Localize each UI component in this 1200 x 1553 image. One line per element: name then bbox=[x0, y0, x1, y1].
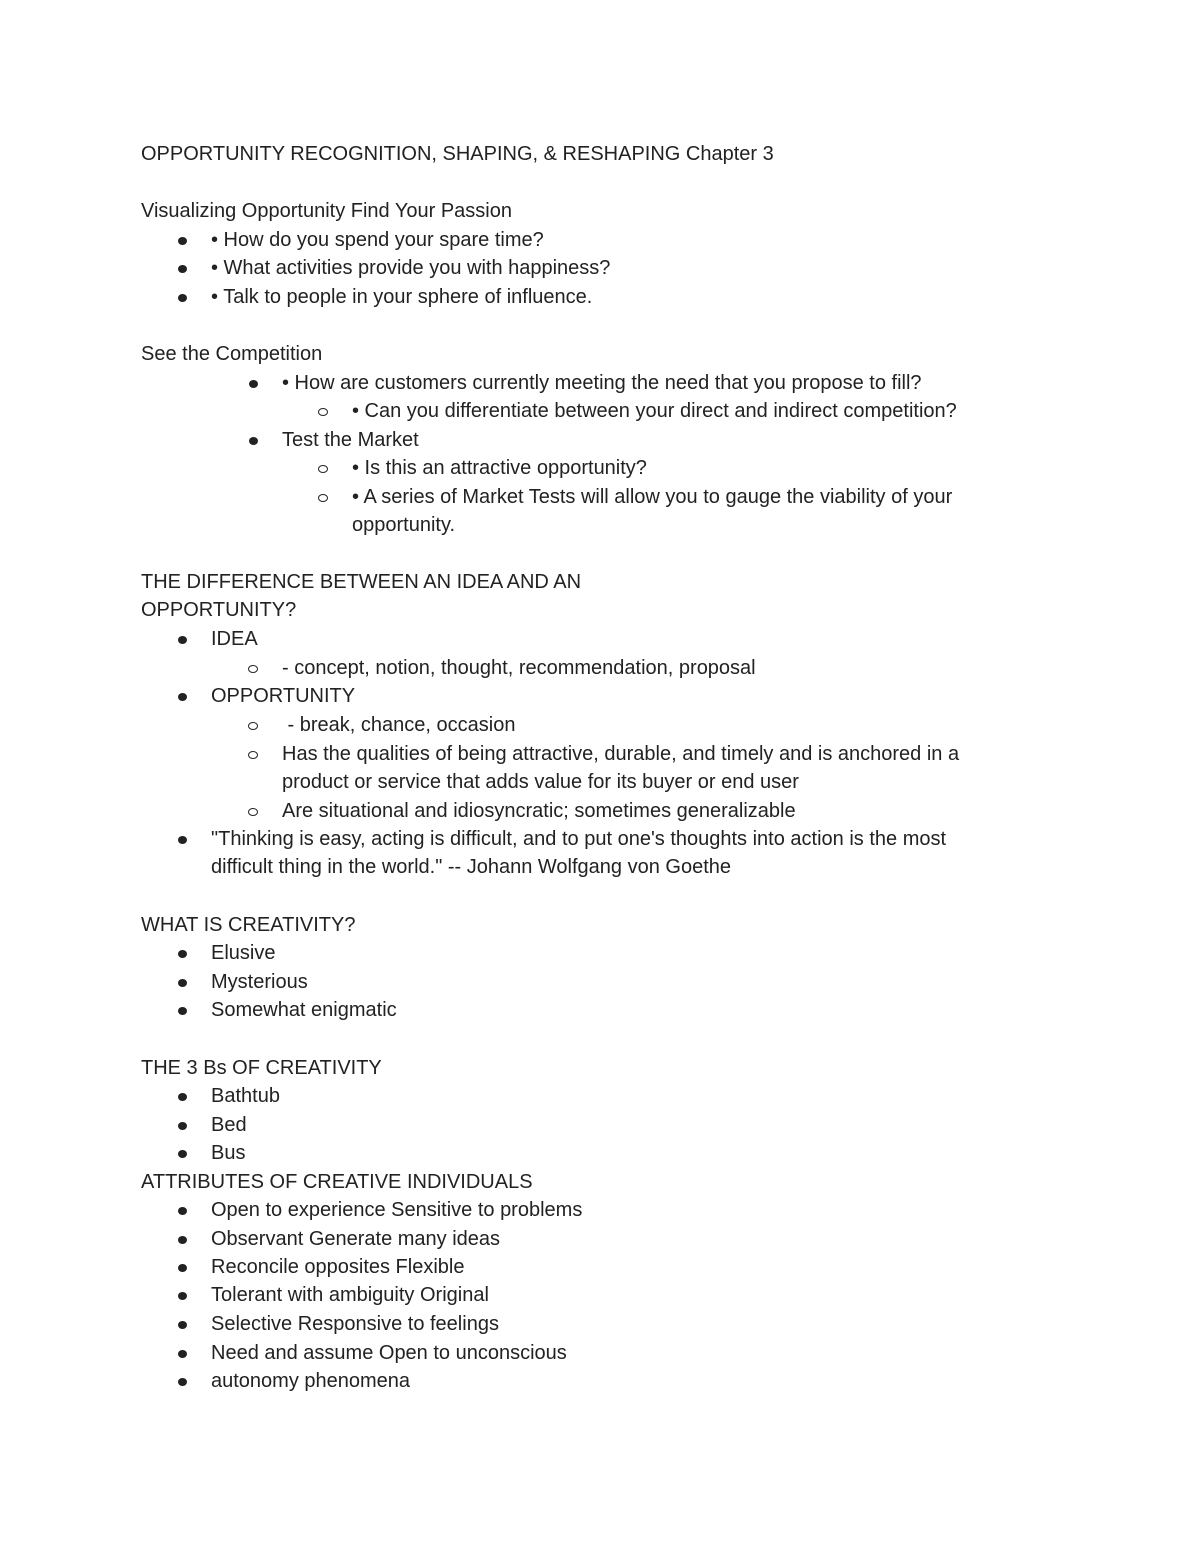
quote-text: "Thinking is easy, acting is difficult, and to put one's thoughts into action is the most bbox=[211, 828, 947, 850]
list-item: Selective Responsive to feelings bbox=[211, 1313, 499, 1335]
section-heading-continuation: OPPORTUNITY? bbox=[141, 599, 297, 621]
list-item-continuation: product or service that adds value for its buyer or end user bbox=[282, 771, 799, 793]
list-item-continuation: opportunity. bbox=[352, 514, 456, 536]
bullet-icon bbox=[178, 1378, 187, 1386]
document-title: OPPORTUNITY RECOGNITION, SHAPING, & RESHAPING Chapter 3 bbox=[141, 143, 774, 165]
bullet-icon bbox=[178, 836, 187, 844]
bullet-icon bbox=[178, 237, 187, 245]
list-item: • How are customers currently meeting the need that you propose to fill? bbox=[282, 372, 922, 394]
list-item: • What activities provide you with happiness? bbox=[211, 257, 611, 279]
section-heading-3bs: THE 3 Bs OF CREATIVITY bbox=[141, 1057, 382, 1079]
list-item: Elusive bbox=[211, 942, 276, 964]
quote-text-continuation: difficult thing in the world." -- Johann Wolfgang von Goethe bbox=[211, 856, 731, 878]
bullet-icon bbox=[178, 636, 187, 644]
hollow-bullet-icon bbox=[248, 808, 258, 816]
bullet-icon bbox=[178, 950, 187, 958]
section-heading-passion: Visualizing Opportunity Find Your Passion bbox=[141, 200, 512, 222]
list-item: Mysterious bbox=[211, 971, 308, 993]
list-item: • Is this an attractive opportunity? bbox=[352, 457, 647, 479]
list-item: OPPORTUNITY bbox=[211, 685, 356, 707]
list-item: Open to experience Sensitive to problems bbox=[211, 1199, 583, 1221]
list-item: • Can you differentiate between your direct and indirect competition? bbox=[352, 400, 957, 422]
hollow-bullet-icon bbox=[318, 465, 328, 473]
list-item: Need and assume Open to unconscious bbox=[211, 1342, 567, 1364]
bullet-icon bbox=[178, 1321, 187, 1329]
list-item: Test the Market bbox=[282, 429, 419, 451]
list-item: Reconcile opposites Flexible bbox=[211, 1256, 465, 1278]
hollow-bullet-icon bbox=[318, 494, 328, 502]
section-heading-creativity: WHAT IS CREATIVITY? bbox=[141, 914, 356, 936]
bullet-icon bbox=[178, 693, 187, 701]
bullet-icon bbox=[178, 1292, 187, 1300]
bullet-icon bbox=[178, 294, 187, 302]
bullet-icon bbox=[178, 1007, 187, 1015]
list-item: Somewhat enigmatic bbox=[211, 999, 397, 1021]
bullet-icon bbox=[178, 265, 187, 273]
bullet-icon bbox=[249, 437, 258, 445]
list-item: - break, chance, occasion bbox=[282, 714, 516, 736]
hollow-bullet-icon bbox=[248, 722, 258, 730]
bullet-icon bbox=[178, 1150, 187, 1158]
list-item: • How do you spend your spare time? bbox=[211, 229, 544, 251]
section-heading-competition: See the Competition bbox=[141, 343, 323, 365]
list-item: - concept, notion, thought, recommendation, proposal bbox=[282, 657, 756, 679]
hollow-bullet-icon bbox=[248, 751, 258, 759]
list-item: Observant Generate many ideas bbox=[211, 1228, 501, 1250]
bullet-icon bbox=[178, 1207, 187, 1215]
list-item: Has the qualities of being attractive, durable, and timely and is anchored in a bbox=[282, 743, 960, 765]
list-item: Tolerant with ambiguity Original bbox=[211, 1284, 489, 1306]
section-heading-idea-vs-opportunity: THE DIFFERENCE BETWEEN AN IDEA AND AN bbox=[141, 571, 582, 593]
list-item: Bed bbox=[211, 1114, 247, 1136]
bullet-icon bbox=[178, 1236, 187, 1244]
list-item: Bus bbox=[211, 1142, 246, 1164]
hollow-bullet-icon bbox=[318, 408, 328, 416]
bullet-icon bbox=[178, 1350, 187, 1358]
list-item: • Talk to people in your sphere of influence. bbox=[211, 286, 593, 308]
list-item: Are situational and idiosyncratic; sometimes generalizable bbox=[282, 800, 796, 822]
bullet-icon bbox=[249, 380, 258, 388]
section-heading-attributes: ATTRIBUTES OF CREATIVE INDIVIDUALS bbox=[141, 1171, 533, 1193]
bullet-icon bbox=[178, 1122, 187, 1130]
bullet-icon bbox=[178, 1093, 187, 1101]
bullet-icon bbox=[178, 979, 187, 987]
hollow-bullet-icon bbox=[248, 665, 258, 673]
list-item: Bathtub bbox=[211, 1085, 280, 1107]
list-item: IDEA bbox=[211, 628, 258, 650]
bullet-icon bbox=[178, 1264, 187, 1272]
list-item: autonomy phenomena bbox=[211, 1370, 411, 1392]
list-item: • A series of Market Tests will allow you to gauge the viability of your bbox=[352, 486, 953, 508]
